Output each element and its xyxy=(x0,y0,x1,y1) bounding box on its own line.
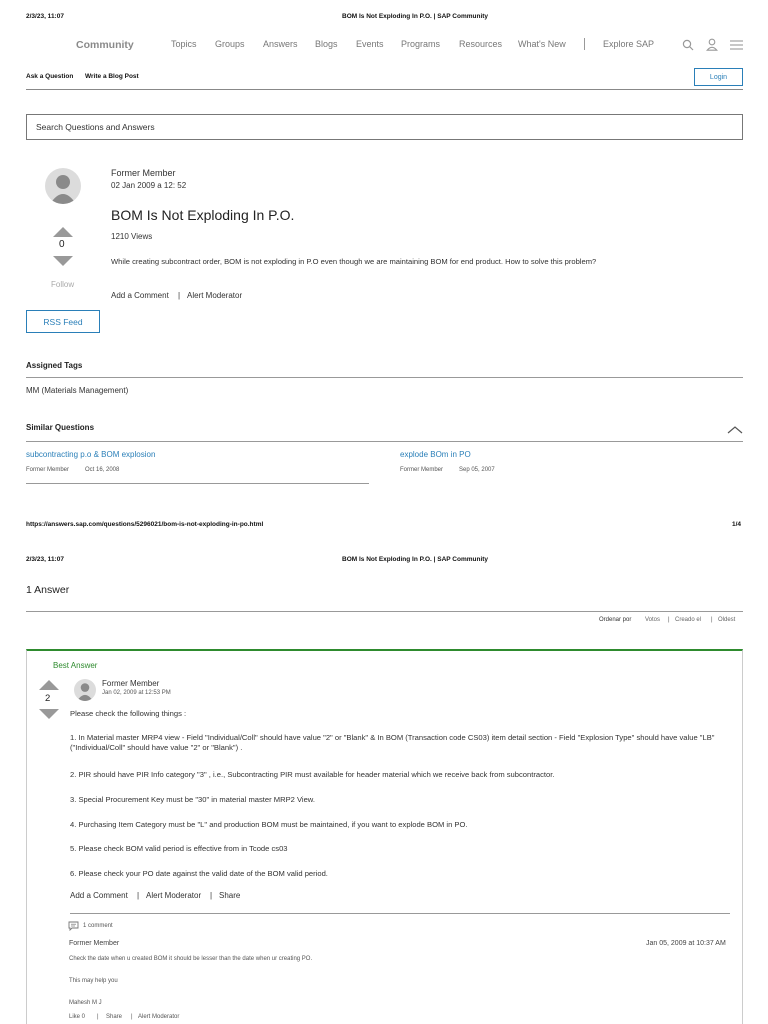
downvote-icon[interactable] xyxy=(39,709,59,719)
user-icon[interactable] xyxy=(706,38,718,51)
rss-feed-button[interactable]: RSS Feed xyxy=(26,310,100,333)
follow-button[interactable]: Follow xyxy=(51,280,75,289)
nav-topics[interactable]: Topics xyxy=(171,39,197,49)
tags-heading: Assigned Tags xyxy=(26,361,83,370)
question-views: 1210 Views xyxy=(111,232,153,241)
sort-label: Ordenar por xyxy=(599,617,632,623)
question-alert-moderator[interactable]: Alert Moderator xyxy=(187,291,243,300)
nav-events[interactable]: Events xyxy=(356,39,384,49)
ask-question-link[interactable]: Ask a Question xyxy=(26,73,74,80)
separator: | xyxy=(668,617,670,623)
comment-date: Jan 05, 2009 at 10:37 AM xyxy=(646,940,726,947)
question-title: BOM Is Not Exploding In P.O. xyxy=(111,207,295,223)
nav-brand[interactable]: Community xyxy=(76,39,134,51)
tags-divider xyxy=(26,377,743,378)
answer-avatar xyxy=(74,679,96,701)
similar-question-date: Sep 05, 2007 xyxy=(459,467,495,473)
similar-divider xyxy=(26,441,743,442)
similar-question-author: Former Member xyxy=(26,467,70,473)
separator: | xyxy=(97,1014,99,1020)
answer-point: 2. PIR should have PIR Info category "3" , i.e., Subcontracting PIR must available for header material which we receive back from subcontractor. xyxy=(70,770,555,779)
print-page-title: BOM Is Not Exploding In P.O. | SAP Community xyxy=(342,13,489,20)
write-blog-link[interactable]: Write a Blog Post xyxy=(85,73,139,80)
question-author[interactable]: Former Member xyxy=(111,168,176,178)
person-icon xyxy=(74,679,96,701)
nav-blogs[interactable]: Blogs xyxy=(315,39,338,49)
menu-icon[interactable] xyxy=(730,40,743,50)
answer-point: 6. Please check your PO date against the valid date of the BOM valid period. xyxy=(70,869,328,878)
answer-alert-moderator[interactable]: Alert Moderator xyxy=(146,891,202,900)
nav-whats-new[interactable]: What's New xyxy=(518,39,566,49)
separator: | xyxy=(137,891,140,900)
comment-like[interactable]: Like 0 xyxy=(69,1014,86,1020)
comment-author[interactable]: Former Member xyxy=(69,940,120,947)
question-body: While creating subcontract order, BOM is not exploding in P.O even though we are maintaining BOM for end product. How to solve this problem? xyxy=(111,257,597,266)
sort-oldest[interactable]: Oldest xyxy=(718,617,736,623)
answer-votes: 2 xyxy=(45,693,51,704)
subnav-divider xyxy=(26,89,743,90)
tag-item[interactable]: MM (Materials Management) xyxy=(26,386,129,395)
answer-point: 5. Please check BOM valid period is effective from in Tcode cs03 xyxy=(70,844,288,853)
comment-text: This may help you xyxy=(69,978,118,984)
upvote-icon[interactable] xyxy=(53,227,73,237)
login-button[interactable]: Login xyxy=(694,68,743,86)
answer-point: 1. In Material master MRP4 view - Field "Individual/Coll" should have value "2" or "Blank" & In BOM (Transaction code CS03) item detail section - Field "Explosion Type" should have value "LB" ("Individual/Coll" should have value "2" or "Blank") . xyxy=(70,733,715,752)
nav-groups[interactable]: Groups xyxy=(215,39,245,49)
print-url: https://answers.sap.com/questions/5296021/bom-is-not-exploding-in-po.html xyxy=(26,521,264,528)
comment-share[interactable]: Share xyxy=(106,1014,123,1020)
search-input[interactable]: Search Questions and Answers xyxy=(26,114,743,140)
answer-share[interactable]: Share xyxy=(219,891,241,900)
nav-separator xyxy=(584,38,585,50)
separator: | xyxy=(131,1014,133,1020)
question-votes: 0 xyxy=(59,239,65,250)
answer-intro: Please check the following things : xyxy=(70,709,187,718)
comment-signature: Mahesh M J xyxy=(69,1000,102,1006)
chevron-up-icon[interactable] xyxy=(727,425,743,434)
similar-question-link[interactable]: subcontracting p.o & BOM explosion xyxy=(26,450,156,459)
separator: | xyxy=(178,291,181,300)
print-page-title: BOM Is Not Exploding In P.O. | SAP Community xyxy=(342,556,489,563)
print-page-number: 1/4 xyxy=(732,521,742,528)
comments-divider xyxy=(70,913,730,914)
sort-created[interactable]: Creado el xyxy=(675,617,702,623)
answer-point: 4. Purchasing Item Category must be "L" and production BOM must be maintained, if you want to explode BOM in PO. xyxy=(70,820,468,829)
print-datetime: 2/3/23, 11:07 xyxy=(26,13,64,20)
print-datetime: 2/3/23, 11:07 xyxy=(26,556,64,563)
separator: | xyxy=(210,891,213,900)
question-add-comment[interactable]: Add a Comment xyxy=(111,291,169,300)
answers-divider xyxy=(26,611,743,612)
best-answer-card xyxy=(26,649,743,1024)
sort-votes[interactable]: Votos xyxy=(645,617,661,623)
comment-icon xyxy=(68,921,79,931)
best-answer-label: Best Answer xyxy=(53,661,98,670)
person-icon xyxy=(45,168,81,204)
answer-author[interactable]: Former Member xyxy=(102,679,160,688)
top-nav xyxy=(0,39,768,53)
similar-question-link[interactable]: explode BOm in PO xyxy=(400,450,471,459)
similar-underline xyxy=(26,483,369,484)
nav-explore-sap[interactable]: Explore SAP xyxy=(603,39,655,49)
search-icon[interactable] xyxy=(682,39,694,51)
answer-date: Jan 02, 2009 at 12:53 PM xyxy=(102,690,171,696)
downvote-icon[interactable] xyxy=(53,256,73,266)
upvote-icon[interactable] xyxy=(39,680,59,690)
question-date: 02 Jan 2009 a 12: 52 xyxy=(111,181,187,190)
answer-point: 3. Special Procurement Key must be "30" in material master MRP2 View. xyxy=(70,795,315,804)
answer-add-comment[interactable]: Add a Comment xyxy=(70,891,128,900)
similar-heading: Similar Questions xyxy=(26,423,95,432)
comment-text: Check the date when u created BOM it should be lesser than the date when ur creating PO. xyxy=(69,956,313,962)
comment-alert-moderator[interactable]: Alert Moderator xyxy=(138,1014,180,1020)
question-avatar xyxy=(45,168,81,204)
separator: | xyxy=(711,617,713,623)
nav-answers[interactable]: Answers xyxy=(263,39,298,49)
comment-count[interactable]: 1 comment xyxy=(83,923,113,929)
nav-programs[interactable]: Programs xyxy=(401,39,441,49)
similar-question-date: Oct 16, 2008 xyxy=(85,467,120,473)
similar-question-author: Former Member xyxy=(400,467,444,473)
answers-heading: 1 Answer xyxy=(26,584,70,596)
nav-resources[interactable]: Resources xyxy=(459,39,503,49)
